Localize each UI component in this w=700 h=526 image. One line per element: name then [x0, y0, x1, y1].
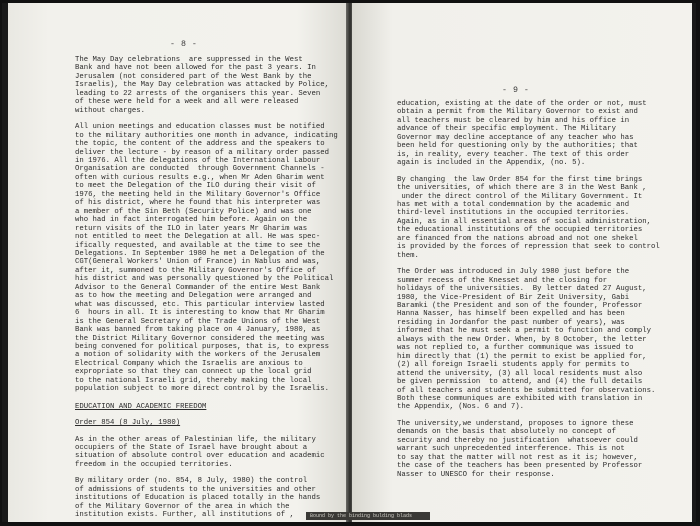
book-spread	[2, 3, 696, 522]
text-line: summer recess of the Knesset and the closing for	[397, 276, 608, 285]
text-line: of his district, where he found that his interpreter was	[75, 199, 321, 208]
text-line: As in the other areas of Palestinian life, the military	[75, 435, 316, 444]
text-line: occupiers of the State of Israel have brought about a	[75, 444, 308, 453]
text-line: a member of the Sin Beth (Security Police) and was one	[75, 207, 312, 216]
text-line: Hanna Nasser, has himself been expelled and has been	[397, 310, 625, 319]
paragraph	[75, 123, 338, 394]
text-line: has met with a total condemnation by the academic and	[397, 200, 630, 209]
text-line: often with curious results e.g., when Mr Aden Gharim went	[75, 173, 325, 182]
right-page-number: - 9 -	[502, 86, 530, 95]
text-line: return visits of the ILO in later years Mr Gharim was	[75, 224, 308, 233]
subheading-order-854: Order 854 (8 July, 1980)	[75, 419, 181, 428]
text-line: education, existing at the date of the order or not, must	[397, 100, 647, 108]
text-line: is the General Secretary of the Trade Unions of the West	[75, 317, 321, 326]
text-line: Jerusalem (not considered part of the West Bank by the	[75, 72, 312, 81]
text-line: him directly that (1) the permit to exist be applied for,	[397, 352, 647, 361]
text-line: 1976, the meeting held in the Military Governor's Office	[75, 190, 321, 199]
text-line: be given permission to attend, and (4) the full details	[397, 378, 643, 387]
text-line: residing in Jordanfor the past number of years), was	[397, 318, 625, 327]
text-line: a motion of solidarity with the workers of the Jerusalem	[75, 351, 321, 360]
text-line: to meet the Delegation of the ILO during their visit of	[75, 182, 316, 191]
text-line: deliver the lecture - by reason of a military order passed	[75, 148, 329, 157]
text-line: all teachers must be cleared by him and his office in	[397, 116, 630, 125]
text-line: expropriate so that they can connect up the local grid	[75, 368, 312, 377]
text-line: 6 hours in all. It is interesting to know that Mr Gharim	[75, 309, 325, 318]
text-line: the case of the teachers has been presented by Professor	[397, 462, 643, 471]
text-line: again is included in the Appendix, (no. 5).	[397, 159, 586, 168]
text-line: attend the university, (3) all local residents must also	[397, 369, 643, 378]
text-line: the educational institutions of the occupied territories	[397, 226, 643, 235]
left-page-text	[75, 56, 338, 520]
text-line: them.	[397, 251, 419, 260]
text-line: informed that he must seek a permit to function and comply	[397, 327, 651, 336]
text-line: The university,we understand, proposes to ignore these	[397, 419, 634, 428]
paragraph	[75, 477, 338, 519]
text-line: obtain a permit from the Military Governor to exist and	[397, 108, 638, 117]
paragraph	[397, 100, 660, 168]
text-line: Governor may decline acceptance of any teacher who has	[397, 133, 634, 142]
text-line: Electrical Company which the Israelis are anxious to	[75, 359, 303, 368]
paragraph	[397, 420, 660, 479]
text-line: the topic, the content of the address and the speakers to	[75, 140, 325, 149]
text-line: to say that the matter will not rest as it is; however,	[397, 453, 638, 462]
paragraph	[75, 436, 338, 470]
text-line: under the direct control of the Military Government. It	[397, 192, 643, 201]
text-line: demands on the basis that absolutely no concept of	[397, 428, 616, 437]
text-line: CGT(General Workers' Union of France) in Nablus and was,	[75, 258, 321, 267]
text-line: Nasser to UNESCO for their response.	[397, 470, 555, 479]
text-line: the District Military Governor considered the meeting was	[75, 334, 325, 343]
text-line: of admissions of students to the universities and other	[75, 485, 316, 494]
text-line: 1980, the Vice-President of Bir Zeit University, Gabi	[397, 293, 630, 302]
text-line: Bank was banned from taking place on 4 January, 1980, as	[75, 326, 321, 335]
left-page-paragraphs	[75, 56, 338, 394]
text-line: was not replied to, a further communique was issued to	[397, 344, 634, 353]
text-line: is provided by the forces of repression that seek to control	[397, 243, 660, 252]
binding-strip: Bound by the binding bulding blads	[306, 512, 430, 520]
text-line: been held for questioning only by the authorities; that	[397, 142, 638, 151]
text-line: Advisor to the General Commander of the entire West Bank	[75, 283, 321, 292]
text-line: Israelis), the May Day celebration was attacked by Police,	[75, 81, 329, 90]
text-line: freedom in the occupied territories.	[75, 460, 233, 469]
text-line: All union meetings and education classes must be notified	[75, 123, 325, 132]
text-line: to the military authorities one month in advance, indicating	[75, 131, 338, 140]
text-line: The Order was introduced in July 1980 just before the	[397, 268, 630, 277]
text-line: of the Military Governor of the area in which the	[75, 502, 290, 511]
text-line: Bank and have not been allowed for the past 3 years. In	[75, 64, 316, 73]
text-line: leading to 22 arrests of the organisers this year. Seven	[75, 89, 321, 98]
right-page	[352, 3, 692, 522]
text-line: of all teachers and students be submitted for observations.	[397, 386, 656, 395]
text-line: of these were held for a week and all were released	[75, 98, 299, 107]
paragraph	[397, 176, 660, 261]
text-line: without charges.	[75, 106, 146, 115]
text-line: after it, summoned to the Military Governor's Office of	[75, 266, 316, 275]
text-line: the universities, of which there are 3 in the West Bank ,	[397, 184, 647, 193]
text-line: (2) all foreign Israeli students apply for permits to	[397, 361, 630, 370]
text-line: institution exists. Further, all institutions of ,	[75, 511, 294, 520]
text-line: as to how the meeting and Delegation were arranged and	[75, 292, 312, 301]
text-line: what was discussed, etc. This particular interview lasted	[75, 300, 325, 309]
text-line: always with the new Order. When, by 8 October, the letter	[397, 335, 647, 344]
text-line: By changing the law Order 854 for the first time brings	[397, 175, 643, 184]
text-line: Delegations. In September 1980 he met a Delegation of the	[75, 249, 325, 258]
text-line: are financed from the nations abroad and not one shekel	[397, 234, 638, 243]
text-line: not entitled to meet the Delegation at all. He was spec-	[75, 233, 321, 242]
text-line: Organisation are conducted through Government Channels -	[75, 165, 325, 174]
left-page	[8, 3, 348, 522]
right-page-text	[397, 100, 660, 479]
text-line: Again, as in all essential areas of social administration,	[397, 217, 651, 226]
paragraph	[75, 56, 338, 115]
paragraph	[397, 268, 660, 412]
text-line: his district and was personally questioned by the Political	[75, 275, 334, 284]
text-line: Both these communiques are exhibited with translation in	[397, 394, 643, 403]
text-line: to the national Israeli grid, thereby making the local	[75, 376, 312, 385]
text-line: The May Day celebrations are suppressed in the West	[75, 56, 303, 64]
left-section-paragraphs	[75, 436, 338, 520]
text-line: in 1976. All the delegations of the International Labour	[75, 156, 321, 165]
text-line: ifically requested, and available at the time to see the	[75, 241, 321, 250]
text-line: situation of absolute control over education and academic	[75, 452, 325, 461]
text-line: Baramki (the President and son of the founder, Professor	[397, 301, 643, 310]
text-line: holidays of the universities. By letter dated 27 August,	[397, 285, 647, 294]
text-line: security and thereby no justification whatsoever could	[397, 436, 638, 445]
left-page-number: - 8 -	[170, 40, 198, 49]
text-line: who had in fact interrogated him before. Again on the	[75, 216, 308, 225]
text-line: being convened for political purposes, that is, to express	[75, 342, 329, 351]
right-page-paragraphs	[397, 100, 660, 479]
text-line: the Appendix, (Nos. 6 and 7).	[397, 403, 524, 412]
text-line: is, in reality, every teacher. The text of this order	[397, 150, 630, 159]
text-line: population subject to more direct control by the Israelis.	[75, 385, 329, 394]
text-line: warrant such unprecedented interference. This is not	[397, 445, 625, 454]
text-line: third-level institutions in the occupied territories.	[397, 209, 630, 218]
section-heading-education: EDUCATION AND ACADEMIC FREEDOM	[75, 402, 207, 411]
text-line: By military order (no. 854, 8 July, 1980) the control	[75, 477, 308, 486]
text-line: institutions of Education is placed totally in the hands	[75, 494, 321, 503]
text-line: advance of their specific employment. The Military	[397, 125, 616, 134]
